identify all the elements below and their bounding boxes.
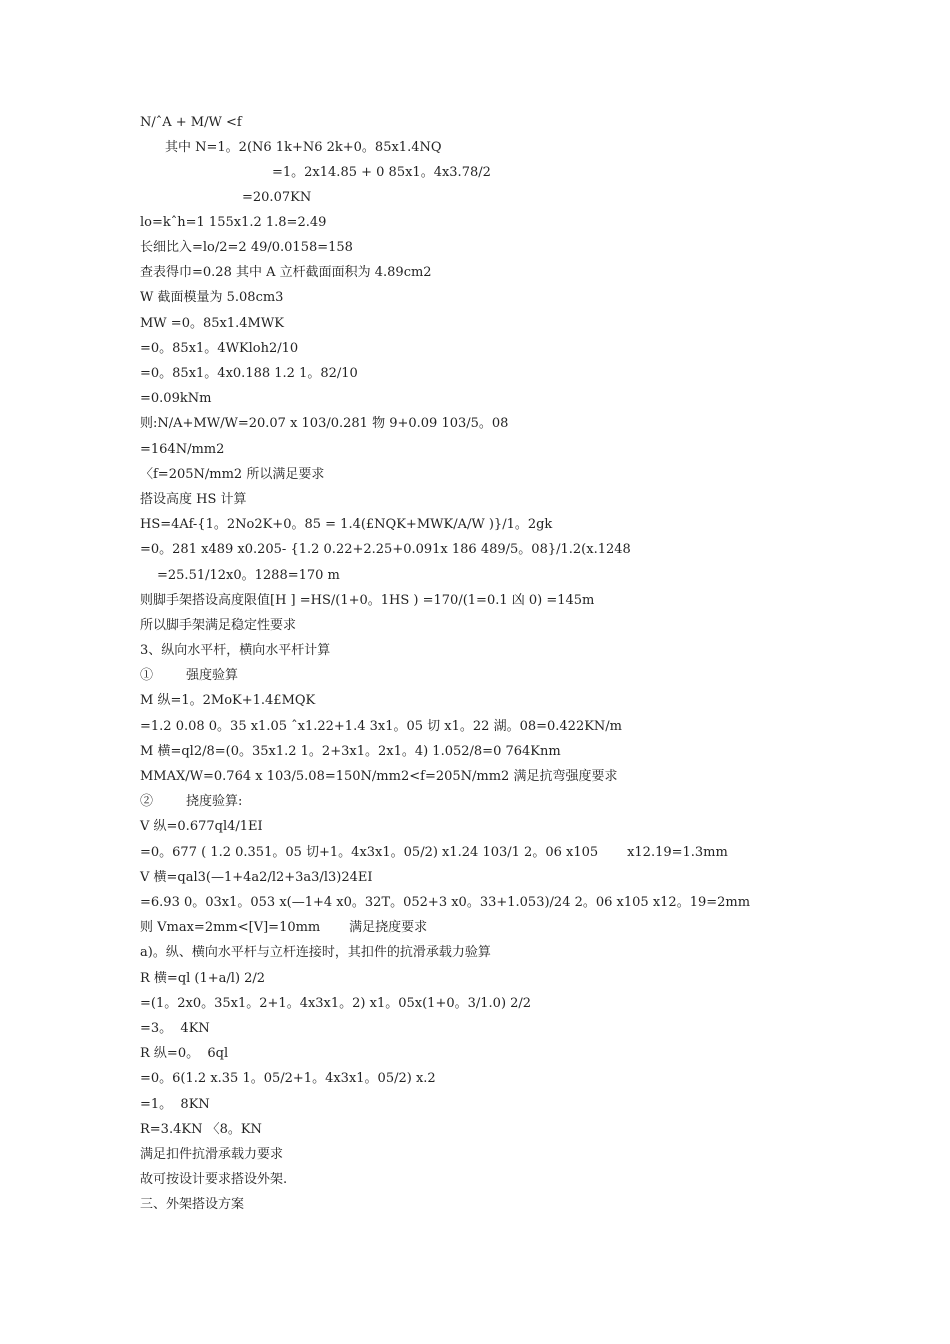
formula-line: =164N/mm2 bbox=[140, 442, 225, 457]
formula-line: M 横=ql2/8=(0。35x1.2 1。2+3x1。2x1。4) 1.052/8=0 764Knm bbox=[140, 744, 561, 759]
subsection-heading: ② 挠度验算: bbox=[140, 794, 243, 809]
formula-line: =1.2 0.08 0。35 x1.05 ˆx1.22+1.4 3x1。05 切 x1。22 湖。08=0.422KN/m bbox=[140, 719, 623, 734]
formula-line: V 纵=0.677ql4/1EI bbox=[140, 819, 263, 834]
formula-line: V 横=qal3(—1+4a2/l2+3a3/l3)24EI bbox=[140, 870, 373, 885]
formula-line: =0。85x1。4x0.188 1.2 1。82/10 bbox=[140, 366, 358, 381]
section-heading: 搭设高度 HS 计算 bbox=[140, 492, 247, 507]
formula-line: =0。85x1。4WKloh2/10 bbox=[140, 341, 299, 356]
formula-line: =3。 4KN bbox=[140, 1021, 210, 1036]
formula-line: =25.51/12x0。1288=170 m bbox=[157, 568, 340, 583]
formula-line: =(1。2x0。35x1。2+1。4x3x1。2) x1。05x(1+0。3/1.0) 2/2 bbox=[140, 996, 532, 1011]
formula-line: MW =0。85x1.4MWK bbox=[140, 316, 284, 331]
subsection-heading: ① 强度验算 bbox=[140, 668, 239, 683]
formula-line: R 纵=0。 6ql bbox=[140, 1046, 229, 1061]
text-line: 查表得巾=0.28 其中 A 立杆截面面积为 4.89cm2 bbox=[140, 265, 432, 280]
formula-line: =0。6(1.2 x.35 1。05/2+1。4x3x1。05/2) x.2 bbox=[140, 1071, 436, 1086]
formula-line: R=3.4KN 〈8。KN bbox=[140, 1122, 262, 1137]
text-line: 故可按设计要求搭设外架. bbox=[140, 1172, 288, 1187]
formula-line: M 纵=1。2MoK+1.4£MQK bbox=[140, 693, 316, 708]
formula-line: =0.09kNm bbox=[140, 391, 212, 406]
section-heading: 3、纵向水平杆，横向水平杆计算 bbox=[140, 643, 331, 658]
text-line: 满足扣件抗滑承载力要求 bbox=[140, 1147, 284, 1162]
formula-line: =0。677 ( 1.2 0.351。05 切+1。4x3x1。05/2) x1.24 103/1 2。06 x105 x12.19=1.3mm bbox=[140, 845, 728, 860]
text-line: 则 Vmax=2mm<[V]=10mm 满足挠度要求 bbox=[140, 920, 428, 935]
formula-line: 则:N/A+MW/W=20.07 x 103/0.281 物 9+0.09 103/5。08 bbox=[140, 416, 509, 431]
formula-line: R 横=ql (1+a/l) 2/2 bbox=[140, 971, 266, 986]
text-line: a)。纵、横向水平杆与立杆连接时，其扣件的抗滑承载力验算 bbox=[140, 945, 491, 960]
formula-line: 则脚手架搭设高度限值[H ] =HS/(1+0。1HS ) =170/(1=0.1 凶 0) =145m bbox=[140, 593, 595, 608]
text-line: W 截面模量为 5.08cm3 bbox=[140, 290, 284, 305]
formula-line: 长细比入=lo/2=2 49/0.0158=158 bbox=[140, 240, 353, 255]
formula-line: MMAX/W=0.764 x 103/5.08=150N/mm2<f=205N/mm2 满足抗弯强度要求 bbox=[140, 769, 618, 784]
formula-line: lo=kˆh=1 155x1.2 1.8=2.49 bbox=[140, 215, 327, 230]
text-line: 所以脚手架满足稳定性要求 bbox=[140, 618, 297, 633]
formula-line: HS=4Af-{1。2No2K+0。85 = 1.4(£NQK+MWK/A/W )}/1。2gk bbox=[140, 517, 553, 532]
text-line: 〈f=205N/mm2 所以满足要求 bbox=[140, 467, 325, 482]
formula-line: =0。281 x489 x0.205- {1.2 0.22+2.25+0.091x 186 489/5。08}/1.2(x.1248 bbox=[140, 542, 631, 557]
formula-line: =20.07KN bbox=[242, 190, 312, 205]
formula-line: N/ˆA + M/W <f bbox=[140, 115, 242, 130]
formula-line: =1。 8KN bbox=[140, 1097, 210, 1112]
formula-line: 其中 N=1。2(N6 1k+N6 2k+0。85x1.4NQ bbox=[165, 140, 442, 155]
formula-line: =6.93 0。03x1。053 x(—1+4 x0。32T。052+3 x0。33+1.053)/24 2。06 x105 x12。19=2mm bbox=[140, 895, 751, 910]
formula-line: =1。2x14.85 + 0 85x1。4x3.78/2 bbox=[272, 165, 491, 180]
section-heading: 三、外架搭设方案 bbox=[140, 1197, 245, 1212]
